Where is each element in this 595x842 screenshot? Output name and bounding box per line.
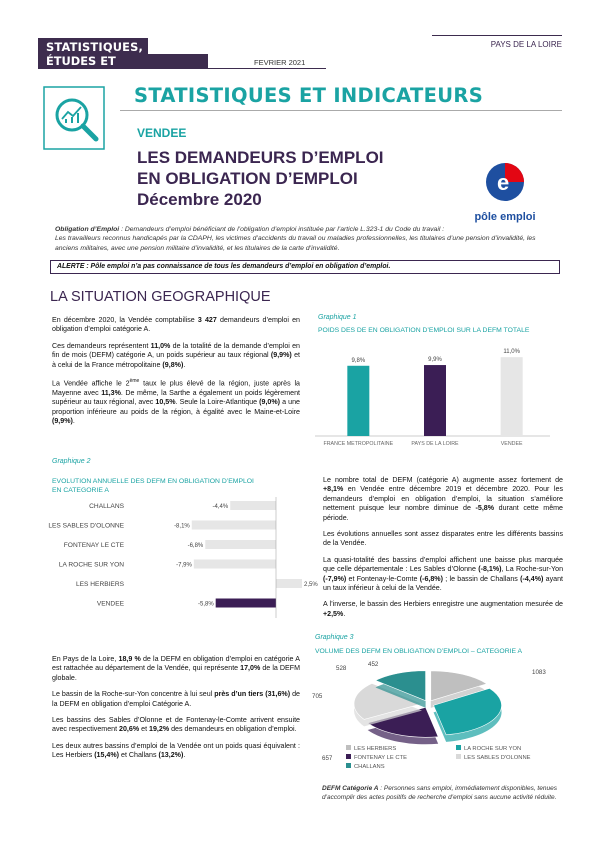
graph3-value-label: 452 (368, 661, 379, 668)
graph1-category-label: PAYS DE LA LOIRE (411, 441, 459, 445)
title-line-3: Décembre 2020 (137, 190, 262, 209)
definition-text-1: : Demandeurs d’emploi bénéficiant de l’obligation d’emploi instituée par l’article L.323-1 du Code du travail : (119, 226, 445, 233)
title-line-1: LES DEMANDEURS D’EMPLOI (137, 148, 384, 167)
pole-emploi-logo (470, 160, 540, 222)
graph2-value-label: -8,1% (174, 523, 190, 530)
paragraph-disparities: Les évolutions annuelles sont assez disparates entre les différents bassins de la Vendée. (323, 530, 563, 548)
graph2-chart (20, 495, 330, 620)
graph3-title: VOLUME DES DEFM EN OBLIGATION D’EMPLOI – CATEGORIE A (315, 648, 523, 655)
graph1-category-label: VENDEE (500, 441, 523, 445)
graph3-legend-swatch (456, 745, 461, 750)
region-label: PAYS DE LA LOIRE (490, 40, 562, 49)
graph1-bar (347, 366, 369, 436)
paragraph-total: En décembre 2020, la Vendée comptabilise 3 427 demandeurs d’emploi en obligation d’emploi catégorie A. (52, 316, 300, 334)
series-line-2-box (38, 54, 208, 83)
graph3-value-label: 1083 (532, 669, 546, 676)
footnote-text: : Personnes sans emploi, immédiatement disponibles, tenues d’accomplir des actes positifs de recherche d’emploi sans aucune activité réduite. (322, 785, 557, 801)
left-text-column (52, 316, 300, 433)
graph2-value-label: -5,8% (197, 601, 214, 608)
section-title: LA SITUATION GEOGRAPHIQUE (50, 289, 271, 305)
graph2-title (52, 478, 254, 495)
graph1-value-label: 11,0% (503, 349, 520, 356)
definition-text-2: Les travailleurs reconnus handicapés par la CDAPH, les victimes d’accidents du travail ou maladies professionnelles, les titulaires d’une pension d’invalidité, les anciens militaires, avec une pension militaire d’invalidité, et les titulaires de la carte d’invalidité. (55, 235, 536, 252)
graph1-value-label: 9,8% (351, 357, 366, 364)
paragraph-share: Ces demandeurs représentent 11,0% de la totalité de la demande d’emploi en fin de mois (DEFM) catégorie A, un poids supérieur au taux régional (9,9%) et à celui de la France métropolitaine (9,8%). (52, 341, 300, 369)
paragraph-ranking: La Vendée affiche le 2ème taux le plus élevé de la région, juste après la Mayenne avec 11,3%. De même, la Sarthe a également un poids légèrement supérieur au taux régional, avec 10,5%. Seule la Loire-Atlantique (9,0%) a une proportion inférieure au poids de la région, à égalité avec le Maine-et-Loire (9,9%). (52, 378, 301, 426)
graph2-bar (194, 560, 276, 569)
graph3-value-label: 657 (322, 755, 333, 762)
paragraph-region-share: En Pays de la Loire, 18,9 % de la DEFM en obligation d’emploi en catégorie A est rattachée au département de la Vendée, qui représente 17,0% de la DEFM globale. (52, 655, 300, 682)
graph3-legend-swatch (456, 754, 461, 759)
definition-lead: Obligation d’Emploi (55, 226, 120, 233)
region-rule (432, 35, 562, 36)
alert-text: ALERTE : Pôle emploi n’a pas connaissance de tous les demandeurs d’emploi en obligation d’emploi. (57, 263, 391, 270)
paragraph-herbiers-challans: Les deux autres bassins d’emploi de la Vendée ont un poids quasi équivalent : Les Herbiers (15,4%) et Challans (13,2%). (52, 741, 300, 760)
graph2-value-label: -4,4% (212, 504, 229, 510)
page-title (137, 147, 384, 210)
publication-date: FEVRIER 2021 (254, 58, 306, 67)
graph2-value-label: -6,8% (187, 543, 204, 549)
graph3-legend-label: LES HERBIERS (354, 746, 397, 752)
graph3-legend-label: CHALLANS (354, 764, 385, 770)
graph1-chart (310, 340, 560, 445)
paragraph-herbiers: A l’inverse, le bassin des Herbiers enregistre une augmentation mesurée de +2,5%. (323, 600, 563, 618)
paragraph-evolution: Le nombre total de DEFM (catégorie A) augmente assez fortement de +8,1% en Vendée entre décembre 2019 et décembre 2020. Pour les demandeurs d’emploi en obligation d’emploi, la situation s’améliore nettement puisque leur nombre diminue de -5,8% durant cette même période. (323, 476, 563, 522)
graph2-title-line-1: EVOLUTION ANNUELLE DES DEFM EN OBLIGATION D’EMPLOI (52, 478, 254, 485)
alert-box (50, 260, 560, 274)
banner-title: STATISTIQUES ET INDICATEURS (134, 84, 484, 107)
graph1-category-label: FRANCE METROPOLITAINE (323, 441, 394, 445)
graph3-legend-label: FONTENAY LE CTE (354, 755, 407, 761)
series-line-2: ÉTUDES ET ÉVALUATIONS (46, 54, 134, 83)
footnote (322, 785, 557, 802)
graph3-label: Graphique 3 (315, 634, 354, 641)
graph3-legend-label: LES SABLES D'OLONNE (464, 755, 531, 761)
paragraph-basins: La quasi-totalité des bassins d’emploi affichent une baisse plus marquée que celle départementale : Les Sables d’Olonne (-8,1%), La Roche-sur-Yon (-7,9%) et Fontenay-le-Comte (-6,8%) ; le bassin de Challans (-4,4%) ayant un taux inférieur à celui de la Vendée. (323, 555, 564, 593)
series-line-1: STATISTIQUES, (46, 40, 144, 54)
bottom-text-column (52, 655, 300, 768)
graph3-chart (310, 660, 565, 780)
graph1-value-label: 9,9% (428, 357, 442, 364)
graph2-label: Graphique 2 (52, 458, 91, 465)
graph2-bar (276, 579, 302, 588)
graph2-category-label: LES SABLES D'OLONNE (48, 522, 124, 530)
graph2-bar (205, 540, 276, 549)
graph1-title: POIDS DES DE EN OBLIGATION D’EMPLOI SUR LA DEFM TOTALE (318, 327, 530, 334)
graph3-legend-swatch (346, 754, 351, 759)
definition-block (55, 225, 555, 253)
magnifier-chart-icon (42, 85, 106, 151)
graph3-legend-label: LA ROCHE SUR YON (464, 746, 522, 752)
graph2-category-label: FONTENAY LE CTE (63, 542, 124, 549)
graph2-value-label: -7,9% (176, 562, 192, 569)
graph2-value-label: 2,5% (304, 582, 318, 588)
graph2-category-label: CHALLANS (89, 503, 124, 510)
svg-text:e: e (497, 170, 510, 195)
graph3-legend-swatch (346, 763, 351, 768)
graph2-bar (192, 521, 276, 530)
header-rule (208, 68, 326, 69)
footnote-lead: DEFM Catégorie A (322, 785, 379, 792)
graph3-value-label: 528 (336, 665, 347, 672)
graph2-category-label: LA ROCHE SUR YON (58, 561, 124, 569)
paragraph-roche: Le bassin de la Roche-sur-Yon concentre à lui seul près d’un tiers (31,6%) de la DEFM en obligation d’emploi Catégorie A. (52, 690, 300, 708)
graph1-bar (501, 357, 523, 436)
banner-rule (120, 110, 562, 111)
title-line-2: EN OBLIGATION D’EMPLOI (137, 169, 358, 188)
right-text-column (323, 476, 563, 626)
graph2-category-label: LES HERBIERS (75, 581, 124, 588)
graph3-legend-swatch (346, 745, 351, 750)
logo-text: pôle emploi (474, 211, 536, 223)
graph2-title-line-2: EN CATEGORIE A (52, 486, 109, 494)
graph1-label: Graphique 1 (318, 314, 357, 321)
graph2-bar (230, 501, 276, 510)
department-name: VENDEE (137, 126, 187, 140)
graph2-category-label: VENDEE (96, 600, 124, 608)
graph1-bar (424, 365, 446, 436)
graph3-value-label: 705 (312, 693, 323, 700)
graph2-bar (216, 599, 276, 608)
paragraph-sables-fontenay: Les bassins des Sables d’Olonne et de Fontenay-le-Comte arrivent ensuite avec respectivement 20,6% et 19,2% des demandeurs en obligation d’emploi. (52, 716, 300, 734)
